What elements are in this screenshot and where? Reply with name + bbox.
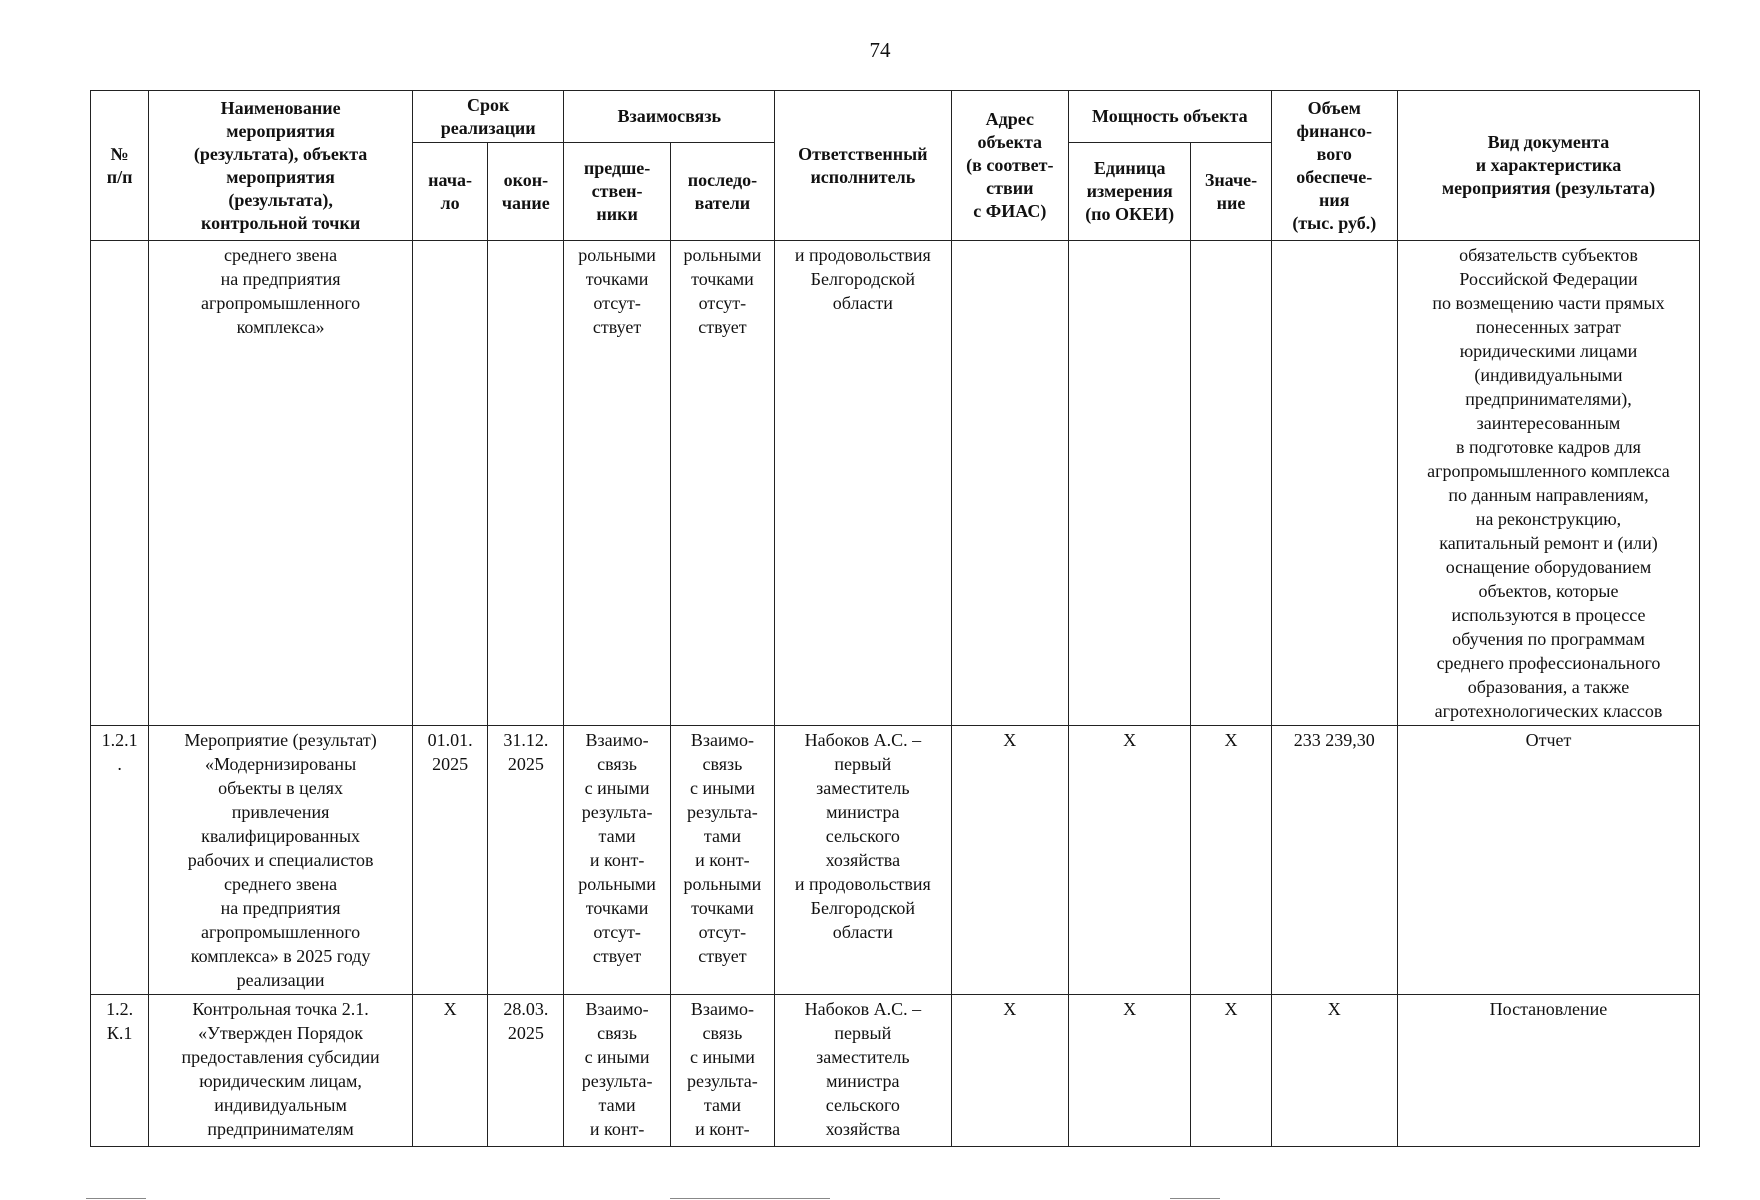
cell-start: X	[412, 995, 487, 1147]
page-number: 74	[869, 38, 891, 62]
header-finance: Объем финансо- вого обеспече- ния (тыс. руб.)	[1271, 91, 1397, 241]
header-term: Срок реализации	[412, 91, 563, 143]
cell-value: X	[1191, 726, 1271, 995]
header-link-next: последо- ватели	[670, 143, 774, 241]
cell-pred: Взаимо- связь с иными результа- тами и конт-	[564, 995, 670, 1147]
cell-pred: Взаимо- связь с иными результа- тами и конт- рольными точками отсут- ствует	[564, 726, 670, 995]
scan-artifact-line	[1170, 1198, 1220, 1199]
activities-table	[90, 90, 1700, 1147]
table-row	[91, 995, 1700, 1147]
header-link-pred: предше- ствен- ники	[564, 143, 670, 241]
cell-unit: X	[1068, 995, 1190, 1147]
cell-start	[412, 241, 487, 726]
cell-name: Мероприятие (результат) «Модернизированы объекты в целях привлечения квалифицированных рабочих и специалистов среднего звена на предприятия агропромышленного комплекса» в 2025 году реализации	[149, 726, 413, 995]
scan-artifact-line	[670, 1198, 830, 1199]
cell-name: среднего звена на предприятия агропромышленного комплекса»	[149, 241, 413, 726]
cell-finance	[1271, 241, 1397, 726]
cell-finance: X	[1271, 995, 1397, 1147]
cell-doc: обязательств субъектов Российской Федерации по возмещению части прямых понесенных затрат юридическими лицами (индивидуальными предпринимателями), заинтересованным в подготовке кадров для агропромышленного комплекса по данным направлениям, на реконструкцию, капитальный ремонт и (или) оснащение оборудованием объектов, которые используются в процессе обучения по программам среднего профессионального образования, а также агротехнологических классов	[1397, 241, 1699, 726]
cell-name: Контрольная точка 2.1. «Утвержден Порядок предоставления субсидии юридическим лицам, индивидуальным предпринимателям	[149, 995, 413, 1147]
cell-pred: рольными точками отсут- ствует	[564, 241, 670, 726]
cell-num: 1.2. К.1	[91, 995, 149, 1147]
scan-artifact-line	[86, 1198, 146, 1199]
cell-finance: 233 239,30	[1271, 726, 1397, 995]
cell-responsible: и продовольствия Белгородской области	[775, 241, 952, 726]
cell-end: 28.03. 2025	[488, 995, 564, 1147]
cell-num: 1.2.1 .	[91, 726, 149, 995]
header-term-start: нача- ло	[412, 143, 487, 241]
cell-doc: Отчет	[1397, 726, 1699, 995]
header-power-unit: Единица измерения (по ОКЕИ)	[1068, 143, 1190, 241]
header-power: Мощность объекта	[1068, 91, 1271, 143]
cell-next: Взаимо- связь с иными результа- тами и конт-	[670, 995, 774, 1147]
cell-end	[488, 241, 564, 726]
header-row-1	[91, 91, 1700, 143]
cell-address: X	[951, 995, 1068, 1147]
cell-start: 01.01. 2025	[412, 726, 487, 995]
header-responsible: Ответственный исполнитель	[775, 91, 952, 241]
header-doc-type: Вид документа и характеристика мероприятия (результата)	[1397, 91, 1699, 241]
cell-num	[91, 241, 149, 726]
table-row	[91, 241, 1700, 726]
header-address: Адрес объекта (в соответ- ствии с ФИАС)	[951, 91, 1068, 241]
header-link: Взаимосвязь	[564, 91, 775, 143]
cell-responsible: Набоков А.С. – первый заместитель министра сельского хозяйства	[775, 995, 952, 1147]
cell-address	[951, 241, 1068, 726]
header-num: № п/п	[91, 91, 149, 241]
cell-next: рольными точками отсут- ствует	[670, 241, 774, 726]
cell-unit: X	[1068, 726, 1190, 995]
cell-unit	[1068, 241, 1190, 726]
header-power-value: Значе- ние	[1191, 143, 1271, 241]
cell-doc: Постановление	[1397, 995, 1699, 1147]
cell-address: X	[951, 726, 1068, 995]
cell-value	[1191, 241, 1271, 726]
table-row	[91, 726, 1700, 995]
header-name: Наименование мероприятия (результата), объекта мероприятия (результата), контрольной точки	[149, 91, 413, 241]
cell-end: 31.12. 2025	[488, 726, 564, 995]
header-term-end: окон- чание	[488, 143, 564, 241]
cell-next: Взаимо- связь с иными результа- тами и конт- рольными точками отсут- ствует	[670, 726, 774, 995]
cell-value: X	[1191, 995, 1271, 1147]
cell-responsible: Набоков А.С. – первый заместитель министра сельского хозяйства и продовольствия Белгородской области	[775, 726, 952, 995]
